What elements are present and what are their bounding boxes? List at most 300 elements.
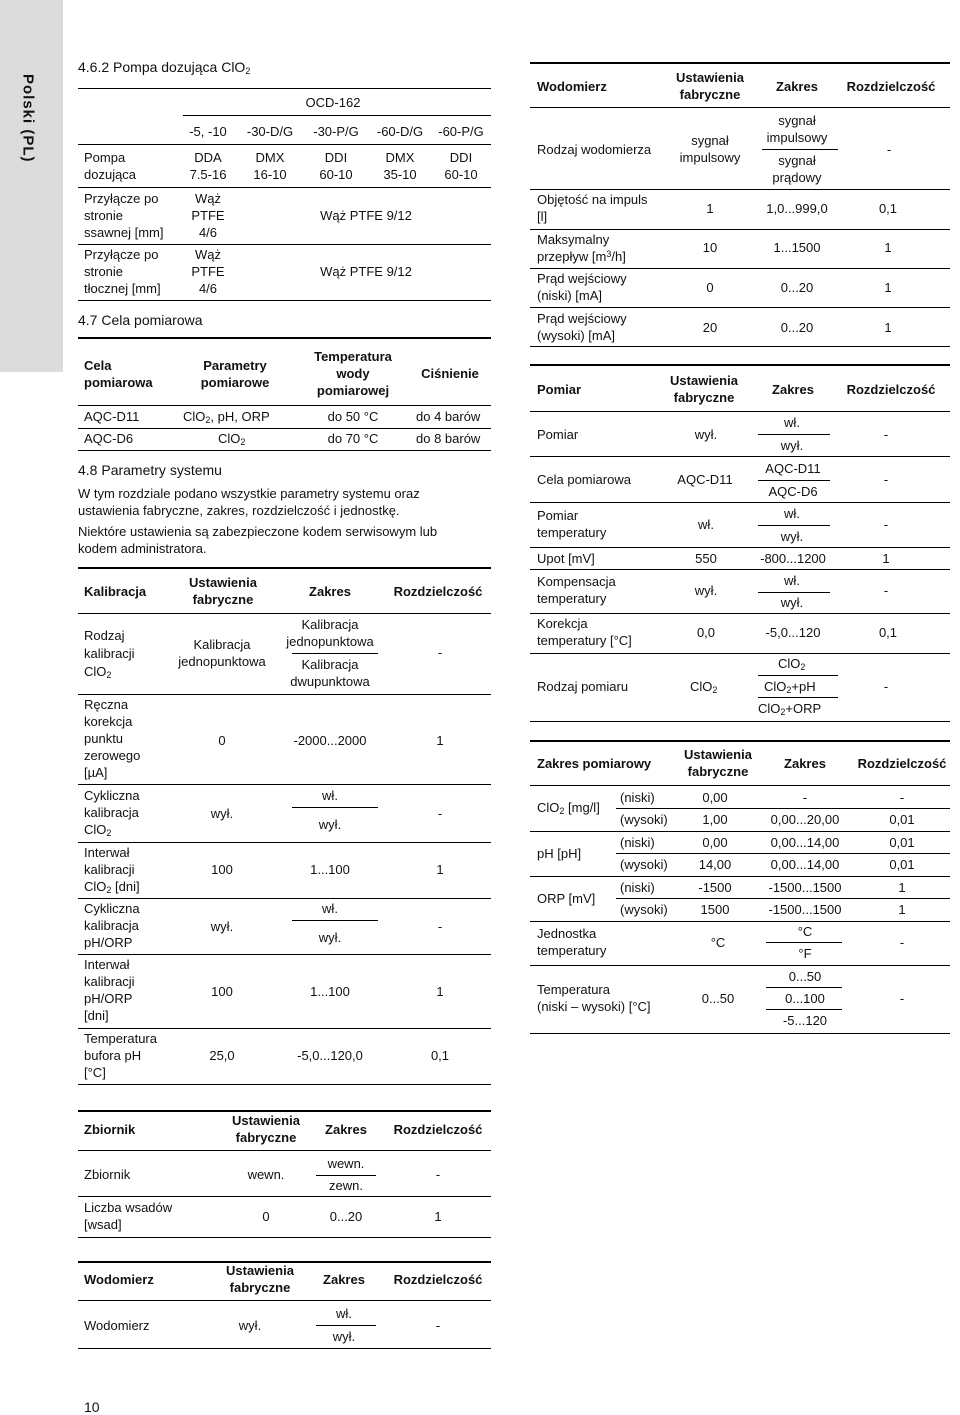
cell: °C	[710, 935, 726, 950]
row-label: Temperatura	[537, 982, 610, 997]
row-label: Interwał	[84, 845, 130, 860]
rule	[530, 307, 950, 308]
cell: 20	[702, 320, 718, 335]
cell: 0,00	[702, 835, 728, 850]
col-header: pomiarowe	[200, 375, 270, 390]
row-label: temperatury	[537, 591, 607, 606]
cell: wył.	[694, 427, 718, 442]
rule	[758, 697, 838, 698]
col-header: Ustawienia	[684, 747, 752, 762]
rule	[78, 1084, 491, 1085]
row-label: zerowego	[84, 748, 141, 763]
cell: 35-10	[383, 167, 417, 182]
cell: 0...50	[701, 991, 735, 1006]
cell: jednopunktowa	[178, 654, 266, 669]
rule	[530, 653, 950, 654]
col-header: Ciśnienie	[421, 366, 479, 381]
cell: -	[886, 142, 892, 157]
cell: 0...20	[780, 280, 814, 295]
row-sublabel: (niski)	[620, 880, 655, 895]
cell: 0,1	[878, 625, 898, 640]
rule	[530, 785, 950, 786]
cell: wył.	[332, 1329, 356, 1344]
cell: ClO$_2$	[218, 431, 246, 447]
cell: -	[883, 679, 889, 694]
cell: -1500...1500	[768, 880, 842, 895]
col-header: Ustawienia	[226, 1263, 294, 1278]
cell: AQC-D11	[84, 409, 140, 424]
cell: Wąż PTFE 9/12	[320, 208, 412, 223]
rule	[78, 337, 491, 339]
col-header: -60-P/G	[438, 124, 484, 139]
rule	[78, 1110, 491, 1112]
cell: impulsowy	[679, 150, 741, 165]
rule	[530, 268, 950, 269]
cell: 1	[884, 320, 892, 335]
cell: wył.	[238, 1318, 262, 1333]
cell: 1	[706, 201, 714, 216]
row-label: stronie	[84, 208, 124, 223]
rule	[530, 456, 950, 457]
cell: -	[437, 919, 443, 934]
rule	[766, 987, 842, 988]
cell: prądowy	[772, 170, 822, 185]
rule	[530, 502, 950, 503]
col-header: -5, -10	[189, 124, 227, 139]
cell: AQC-D6	[84, 431, 134, 446]
paragraph: Niektóre ustawienia są zabezpieczone kodem serwisowym lub	[78, 524, 438, 539]
cell: wł.	[698, 517, 714, 532]
rule	[316, 1175, 376, 1176]
cell: 1	[436, 862, 444, 877]
rule	[616, 898, 950, 899]
rule	[758, 525, 830, 526]
col-header: Zbiornik	[84, 1122, 136, 1137]
rule	[292, 920, 378, 921]
cell: DDI	[449, 150, 473, 165]
cell: do 4 barów	[416, 409, 481, 424]
cell: 0...100	[785, 991, 825, 1006]
cell: ClO$_2$+pH	[764, 679, 816, 695]
col-header: Zakres	[323, 1272, 365, 1287]
row-label: Liczba wsadów	[84, 1200, 173, 1215]
row-label: [l]	[537, 209, 548, 224]
row-label: ClO$_2$	[84, 664, 112, 680]
cell: 1	[436, 733, 444, 748]
cell: 16-10	[253, 167, 287, 182]
cell: 0,00...14,00	[770, 835, 840, 850]
cell: wł.	[322, 901, 338, 916]
row-label: dozująca	[84, 167, 137, 182]
row-label: przepływ $[m^3/h]$	[537, 249, 626, 264]
cell: wył.	[210, 806, 234, 821]
col-header: Wodomierz	[84, 1272, 154, 1287]
row-label: Upot [mV]	[537, 551, 595, 566]
row-label: ORP [mV]	[537, 891, 596, 906]
rule	[78, 428, 491, 429]
cell: 550	[695, 551, 717, 566]
row-label: [wsad]	[84, 1217, 122, 1232]
cell: PTFE	[191, 208, 225, 223]
rule	[78, 450, 491, 451]
cell: 0,00	[702, 790, 728, 805]
cell: 1	[434, 1209, 442, 1224]
cell: Kalibracja	[301, 657, 359, 672]
row-label: pH/ORP	[84, 991, 133, 1006]
cell: -	[899, 790, 905, 805]
row-label: Cykliczna	[84, 901, 140, 916]
rule	[766, 1009, 842, 1010]
col-header: -60-D/G	[376, 124, 424, 139]
rule	[530, 721, 950, 722]
cell: wewn.	[247, 1167, 285, 1182]
paragraph: kodem administratora.	[78, 541, 207, 556]
cell: do 50 °C	[327, 409, 379, 424]
row-label: [°C]	[84, 1065, 106, 1080]
cell: sygnał	[778, 153, 816, 168]
row-label: ssawnej [mm]	[84, 225, 164, 240]
col-header: Kalibracja	[84, 584, 147, 599]
cell: 100	[211, 862, 233, 877]
cell: wł.	[784, 506, 800, 521]
cell: -5...120	[782, 1013, 828, 1028]
cell: ClO$_2$	[690, 679, 718, 695]
row-label: pH/ORP	[84, 935, 133, 950]
cell: AQC-D11	[765, 461, 821, 476]
cell: -800...1200	[760, 551, 826, 566]
col-header: fabryczne	[235, 1130, 297, 1145]
rule	[316, 1325, 376, 1326]
row-label: Maksymalny	[537, 232, 610, 247]
rule	[78, 187, 491, 188]
row-label: korekcja	[84, 714, 133, 729]
row-label: (wysoki) [mA]	[537, 328, 615, 343]
cell: -	[883, 517, 889, 532]
row-label: Pompa	[84, 150, 126, 165]
row-label: tłocznej [mm]	[84, 281, 161, 296]
cell: -	[437, 806, 443, 821]
col-header: Wodomierz	[537, 79, 607, 94]
cell: -5,0...120	[765, 625, 821, 640]
rule	[78, 898, 491, 899]
row-label: [dni]	[84, 1008, 109, 1023]
cell: 0...20	[780, 320, 814, 335]
col-header: Zakres	[776, 79, 818, 94]
cell: -	[435, 1318, 441, 1333]
rule	[78, 405, 491, 406]
rule	[530, 547, 950, 548]
rule	[292, 807, 378, 808]
cell: 1	[898, 902, 906, 917]
row-label: temperatury	[537, 943, 607, 958]
col-header: Rozdzielczość	[857, 756, 947, 771]
cell: Wąż PTFE 9/12	[320, 264, 412, 279]
row-label: Rodzaj pomiaru	[537, 679, 629, 694]
cell: Kalibracja	[193, 637, 251, 652]
col-header: -30-D/G	[246, 124, 294, 139]
cell: DMX	[255, 150, 285, 165]
cell: sygnał	[778, 113, 816, 128]
row-label: Rodzaj	[84, 628, 125, 643]
col-header: Ustawienia	[676, 70, 744, 85]
rule	[758, 592, 830, 593]
row-label: Ręczna	[84, 697, 129, 712]
cell: 0,00...14,00	[770, 857, 840, 872]
row-sublabel: (niski)	[620, 835, 655, 850]
cell: wył.	[780, 438, 804, 453]
rule	[530, 965, 950, 966]
cell: wł.	[784, 415, 800, 430]
row-label: Cykliczna	[84, 788, 140, 803]
row-label: Pomiar	[537, 508, 579, 523]
cell: -2000...2000	[293, 733, 367, 748]
cell: do 70 °C	[327, 431, 379, 446]
col-header: -30-P/G	[313, 124, 359, 139]
cell: 1,00	[702, 812, 728, 827]
col-header: Ustawienia	[670, 373, 738, 388]
col-header: Zakres	[309, 584, 351, 599]
rule	[78, 300, 491, 301]
rule	[78, 88, 491, 89]
cell: dwupunktowa	[290, 674, 370, 689]
cell: 0,01	[889, 835, 915, 850]
row-label: kalibracja	[84, 805, 139, 820]
col-header: Parametry	[203, 358, 267, 373]
cell: 4/6	[198, 225, 218, 240]
page-number: 10	[84, 1399, 100, 1415]
rule	[616, 808, 950, 809]
cell: AQC-D11	[677, 472, 733, 487]
row-label: Przyłącze po	[84, 247, 159, 262]
rule	[530, 229, 950, 230]
cell: 0,1	[878, 201, 898, 216]
cell: -	[899, 935, 905, 950]
col-header: Rozdzielczość	[393, 584, 483, 599]
paragraph: W tym rozdziale podano wszystkie parametry systemu oraz	[78, 486, 420, 501]
cell: 1	[884, 240, 892, 255]
cell: Kalibracja	[301, 617, 359, 632]
rule	[530, 831, 950, 832]
row-label: ClO$_2$	[84, 822, 112, 838]
cell: 0	[218, 733, 226, 748]
rule	[758, 675, 838, 676]
cell: 0,1	[430, 1048, 450, 1063]
row-label: Pomiar	[537, 427, 579, 442]
cell: wył.	[318, 817, 342, 832]
section-title-48: 4.8 Parametry systemu	[78, 462, 222, 478]
rule	[78, 694, 491, 695]
cell: -	[437, 645, 443, 660]
cell: wył.	[780, 529, 804, 544]
rule	[78, 1028, 491, 1029]
row-label: Prąd wejściowy	[537, 311, 627, 326]
col-header: Rozdzielczość	[393, 1122, 483, 1137]
row-sublabel: (wysoki)	[620, 902, 668, 917]
row-sublabel: (wysoki)	[620, 857, 668, 872]
cell: -1500...1500	[768, 902, 842, 917]
row-label: (niski – wysoki) [°C]	[537, 999, 651, 1014]
rule	[530, 346, 950, 347]
row-label: stronie	[84, 264, 124, 279]
row-label: Zbiornik	[84, 1167, 131, 1182]
paragraph: ustawienia fabryczne, zakres, rozdzielczość i jednostkę.	[78, 503, 400, 518]
cell: 4/6	[198, 281, 218, 296]
cell: impulsowy	[766, 130, 828, 145]
col-header: Rozdzielczość	[846, 382, 936, 397]
cell: 0,01	[889, 857, 915, 872]
rule	[530, 1033, 950, 1034]
cell: DDI	[324, 150, 348, 165]
rule	[766, 942, 842, 943]
row-label: temperatury	[537, 525, 607, 540]
cell: 1500	[700, 902, 730, 917]
rule	[530, 740, 950, 742]
cell: 1...100	[310, 984, 350, 999]
cell: 60-10	[319, 167, 353, 182]
rule	[762, 149, 838, 150]
cell: wył.	[318, 930, 342, 945]
row-label: kalibracji	[84, 862, 135, 877]
rule	[530, 364, 950, 366]
row-label: [µA]	[84, 765, 108, 780]
cell: -1500	[698, 880, 732, 895]
section-title-47: 4.7 Cela pomiarowa	[78, 312, 203, 328]
row-label: kalibracji	[84, 646, 135, 661]
row-label: Temperatura	[84, 1031, 157, 1046]
cell: jednopunktowa	[286, 634, 374, 649]
col-header: Ustawienia	[232, 1113, 300, 1128]
cell: 0,00...20,00	[770, 812, 840, 827]
row-label: Prąd wejściowy	[537, 271, 627, 286]
row-label: kalibracji	[84, 974, 135, 989]
cell: 10	[702, 240, 718, 255]
col-header: Rozdzielczość	[846, 79, 936, 94]
cell: wył.	[780, 595, 804, 610]
row-label: Interwał	[84, 957, 130, 972]
row-label: ClO$_2$ [mg/l]	[537, 800, 600, 816]
cell: 0	[706, 280, 714, 295]
cell: 1...100	[310, 862, 350, 877]
col-header: Cela	[84, 358, 112, 373]
cell: zewn.	[329, 1178, 363, 1193]
row-label: (niski) [mA]	[537, 288, 602, 303]
cell: 1,0...999,0	[766, 201, 828, 216]
col-header: fabryczne	[687, 764, 749, 779]
row-label: kalibracja	[84, 918, 139, 933]
cell: 60-10	[444, 167, 478, 182]
cell: wył.	[210, 919, 234, 934]
language-tab	[0, 0, 63, 372]
cell: wł.	[336, 1306, 352, 1321]
rule	[78, 567, 491, 569]
cell: wł.	[322, 788, 338, 803]
col-header: Zakres	[772, 382, 814, 397]
cell: PTFE	[191, 264, 225, 279]
rule	[78, 842, 491, 843]
cell: 100	[211, 984, 233, 999]
rule	[616, 853, 950, 854]
row-sublabel: (wysoki)	[620, 812, 668, 827]
cell: wył.	[694, 583, 718, 598]
col-header: fabryczne	[192, 592, 254, 607]
rule	[183, 115, 491, 116]
cell: 14,00	[698, 857, 732, 872]
rule	[530, 569, 950, 570]
col-header: Zakres pomiarowy	[537, 756, 652, 771]
cell: ClO$_2$	[778, 656, 806, 672]
cell: Wąż	[195, 247, 221, 262]
cell: DMX	[385, 150, 415, 165]
cell: -	[883, 472, 889, 487]
cell: -	[883, 583, 889, 598]
rule	[78, 1348, 491, 1349]
cell: 1	[882, 551, 890, 566]
cell: 0,01	[889, 812, 915, 827]
rule	[530, 613, 950, 614]
row-label: Jednostka	[537, 926, 597, 941]
cell: do 8 barów	[416, 431, 481, 446]
col-header: Pomiar	[537, 382, 582, 397]
row-label: Kompensacja	[537, 574, 616, 589]
col-header: pomiarowej	[316, 383, 390, 398]
col-header: Zakres	[784, 756, 826, 771]
row-label: Korekcja	[537, 616, 588, 631]
cell: ClO$_2$, pH, ORP	[183, 409, 270, 425]
cell: -	[435, 1167, 441, 1182]
cell: sygnał	[691, 133, 729, 148]
cell: ClO$_2$+ORP	[758, 701, 822, 717]
group-header: OCD-162	[305, 95, 361, 110]
rule	[530, 876, 950, 877]
rule	[78, 144, 491, 145]
col-header: fabryczne	[229, 1280, 291, 1295]
rule	[758, 480, 830, 481]
language-tab-label: Polski (PL)	[19, 74, 37, 163]
col-header: fabryczne	[679, 87, 741, 102]
cell: -	[802, 790, 808, 805]
cell: 25,0	[209, 1048, 235, 1063]
cell: 7.5-16	[189, 167, 227, 182]
rule	[78, 784, 491, 785]
rule	[78, 954, 491, 955]
cell: wł.	[784, 573, 800, 588]
row-label: bufora pH	[84, 1048, 142, 1063]
cell: -5,0...120,0	[297, 1048, 363, 1063]
col-header: Zakres	[325, 1122, 367, 1137]
row-label: Wodomierz	[84, 1318, 150, 1333]
row-label: temperatury [°C]	[537, 633, 632, 648]
rule	[78, 1196, 491, 1197]
rule	[530, 411, 950, 412]
col-header: fabryczne	[673, 390, 735, 405]
rule	[78, 244, 491, 245]
rule	[758, 434, 830, 435]
rule	[78, 1300, 491, 1301]
row-label: pH [pH]	[537, 846, 582, 861]
cell: -	[899, 991, 905, 1006]
cell: 1	[884, 280, 892, 295]
col-header: Temperatura	[314, 349, 392, 364]
row-sublabel: (niski)	[620, 790, 655, 805]
row-label: punktu	[84, 731, 124, 746]
cell: 1	[436, 984, 444, 999]
col-header: pomiarowa	[84, 375, 153, 390]
cell: °C	[797, 924, 813, 939]
cell: 0...50	[788, 969, 822, 984]
col-header: wody	[336, 366, 370, 381]
col-header: Rozdzielczość	[393, 1272, 483, 1287]
row-label: Rodzaj wodomierza	[537, 142, 652, 157]
